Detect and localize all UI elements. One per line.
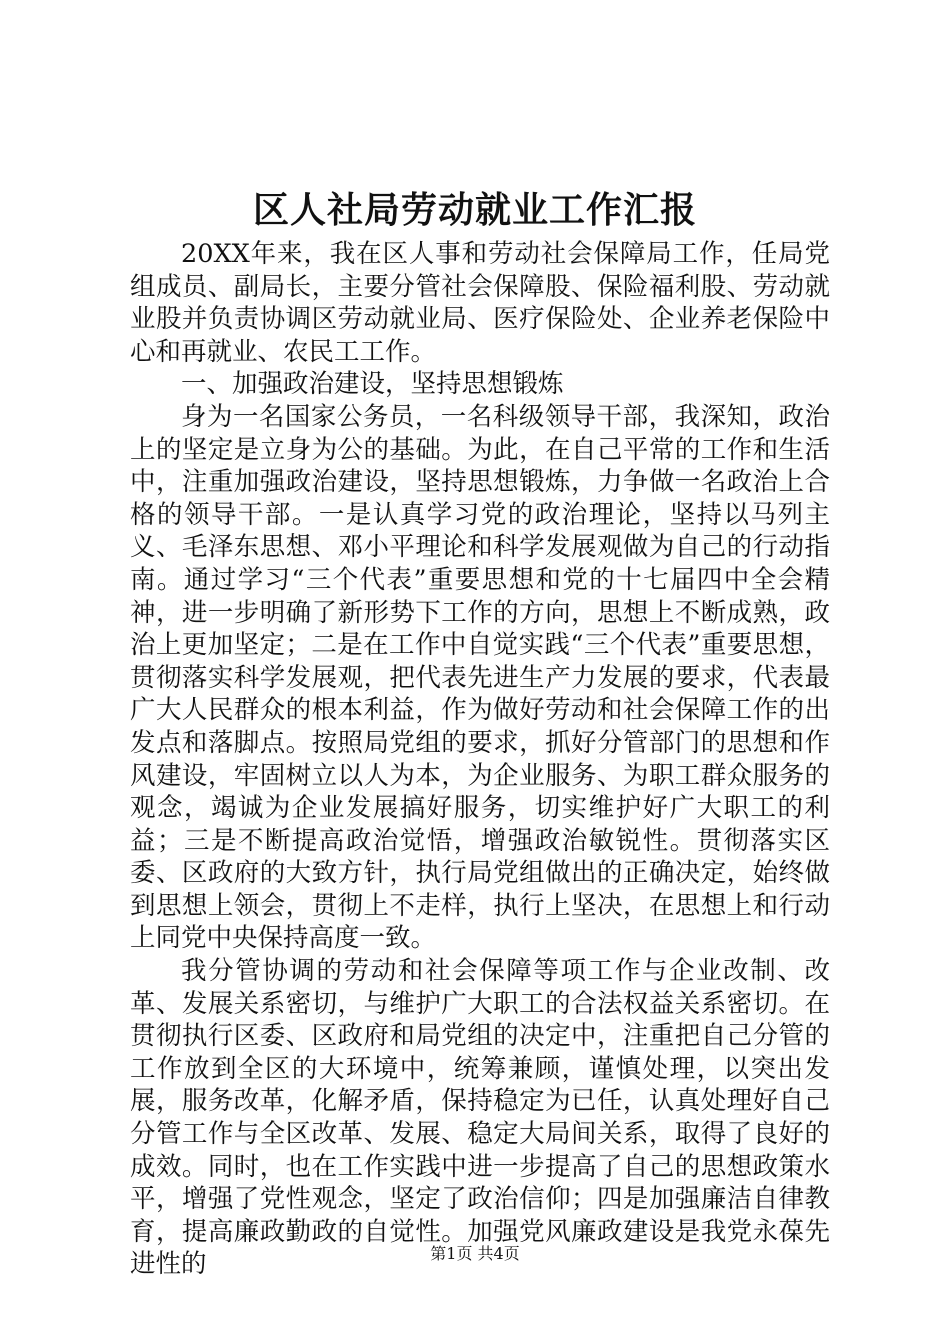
paragraph-political-building: 身为一名国家公务员，一名科级领导干部，我深知，政治上的坚定是立身为公的基础。为此，在自己平常的工作和生活中，注重加强政治建设，坚持思想锻炼，力争做一名政治上合格的领导干部。一是认真学习党的政治理论，坚持以马列主义、毛泽东思想、邓小平理论和科学发展观做为自己的行动指南。通过学习“三个代表”重要思想和党的十七届四中全会精神，进一步明确了新形势下工作的方向，思想上不断成熟，政治上更加坚定；二是在工作中自觉实践“三个代表”重要思想，贯彻落实科学发展观，把代表先进生产力发展的要求，代表最广大人民群众的根本利益，作为做好劳动和社会保障工作的出发点和落脚点。按照局党组的要求，抓好分管部门的思想和作风建设，牢固树立以人为本，为企业服务、为职工群众服务的观念，竭诚为企业发展搞好服务，切实维护好广大职工的利益；三是不断提高政治觉悟，增强政治敏锐性。贯彻落实区委、区政府的大致方针，执行局党组做出的正确决定，始终做到思想上领会，贯彻上不走样，执行上坚决，在思想上和行动上同党中央保持高度一致。 — [130, 401, 830, 954]
paragraph-coordination-work: 我分管协调的劳动和社会保障等项工作与企业改制、改革、发展关系密切，与维护广大职工的合法权益关系密切。在贯彻执行区委、区政府和局党组的决定中，注重把自己分管的工作放到全区的大环境中，统筹兼顾，谨慎处理，以突出发展，服务改革，化解矛盾，保持稳定为已任，认真处理好自己分管工作与全区改革、发展、稳定大局间关系，取得了良好的成效。同时，也在工作实践中进一步提高了自己的思想政策水平，增强了党性观念，坚定了政治信仰；四是加强廉洁自律教育，提高廉政勤政的自觉性。加强党风廉政建设是我党永葆先进性的 — [130, 956, 830, 1280]
page-footer: 第1页 共4页 — [430, 1244, 520, 1263]
section-heading: 一、加强政治建设，坚持思想锻炼 — [181, 369, 564, 400]
paragraph-intro: 20XX年来，我在区人事和劳动社会保障局工作，任局党组成员、副局长，主要分管社会保障股、保险福利股、劳动就业股并负责协调区劳动就业局、医疗保险处、企业养老保险中心和再就业、农民工工作。 — [130, 239, 830, 367]
document-title: 区人社局劳动就业工作汇报 — [252, 189, 697, 231]
document-body — [130, 238, 830, 1281]
